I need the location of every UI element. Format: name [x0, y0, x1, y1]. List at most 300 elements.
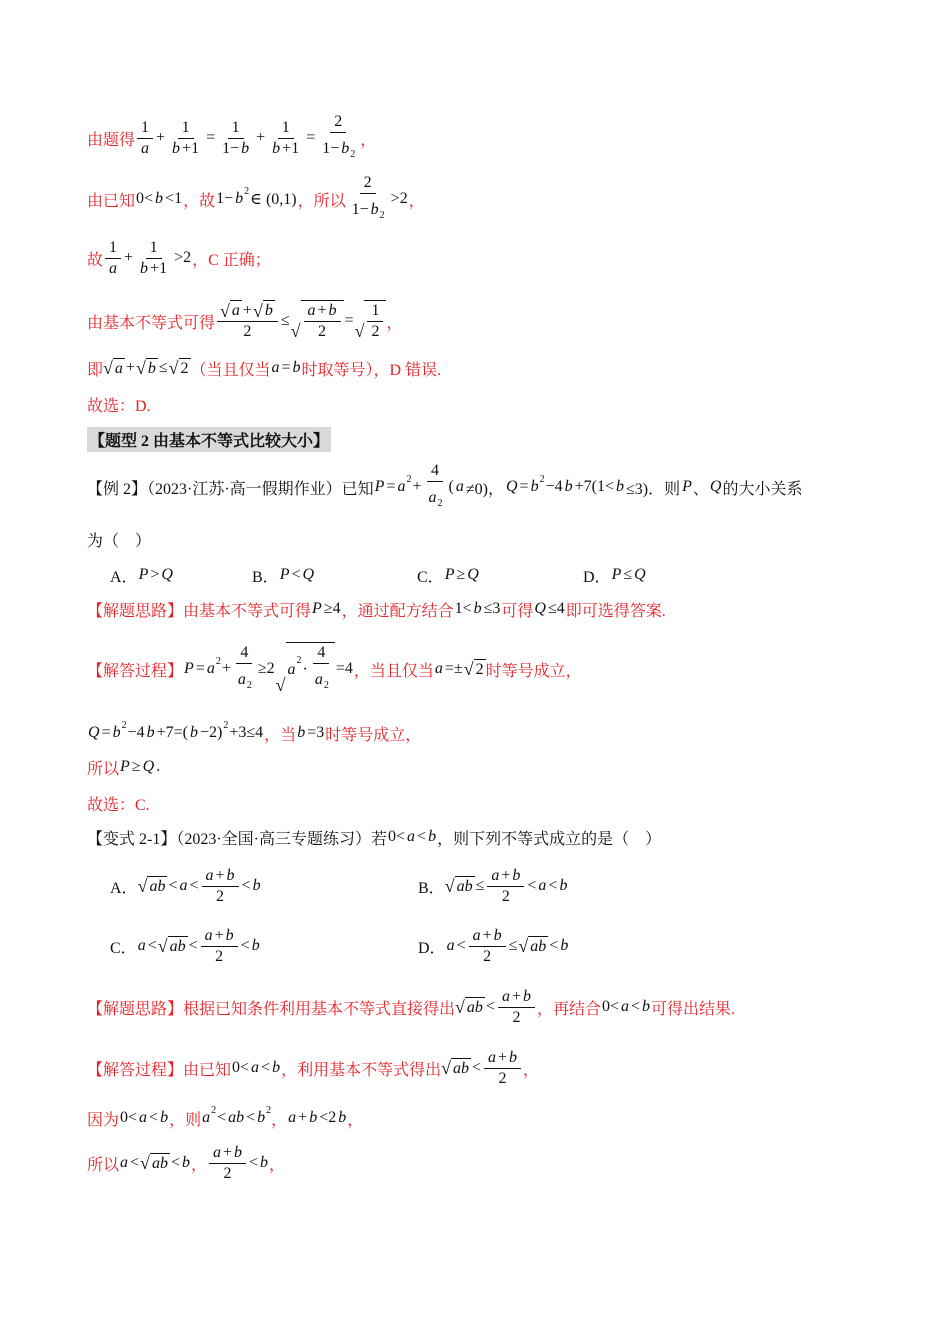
math-text: + [124, 249, 134, 266]
math-variable: P [682, 478, 692, 495]
radicand [301, 300, 344, 342]
math-text: + [511, 987, 521, 1005]
fraction [137, 118, 153, 159]
math-variable: a [501, 987, 510, 1005]
text: 【解答过程】 [87, 662, 184, 680]
radicand [286, 642, 335, 696]
numerator [228, 118, 244, 139]
denominator [168, 139, 203, 159]
superscript: 2 [437, 497, 443, 509]
superscript: 2 [215, 656, 221, 667]
math-variable: b [234, 1143, 243, 1161]
math-text: 1 [231, 118, 240, 136]
text: ， [271, 1111, 288, 1129]
math-text: + [317, 302, 327, 319]
text: ，利用基本不等式得出 [281, 1061, 442, 1079]
math-text: + [215, 866, 225, 884]
math-variable: Q [302, 566, 315, 583]
numerator [304, 301, 341, 322]
radical-sign-icon: √ [103, 357, 113, 378]
option-d [418, 921, 569, 971]
math-variable: ab [228, 1109, 245, 1126]
text: D． [583, 568, 611, 586]
math-text: 0< [601, 998, 620, 1015]
math-text: 1− [351, 200, 369, 218]
math-variable: a [488, 1048, 497, 1066]
denominator [348, 194, 388, 226]
math-text: 1− [222, 139, 240, 157]
numerator [367, 301, 383, 322]
math-text: = [101, 724, 111, 741]
fraction [425, 461, 446, 514]
math-text: ≤ [475, 877, 485, 894]
math-text: 4 [431, 461, 440, 479]
fraction [498, 987, 535, 1028]
math-variable: ab [151, 1154, 168, 1172]
math-variable: a [307, 302, 316, 319]
radical-sign-icon: √ [252, 301, 263, 321]
math-text: 1 [371, 302, 380, 319]
text: 可得 [501, 602, 534, 620]
math-variable: P [312, 600, 322, 617]
math-text: 2 [475, 660, 484, 678]
superscript: 2 [121, 720, 127, 731]
radical-sign-icon: √ [135, 357, 146, 378]
math-text: < [147, 937, 157, 954]
text: D． [418, 939, 446, 957]
math-text: < [485, 998, 495, 1015]
math-variable: b [338, 1109, 347, 1126]
math-text: < [241, 877, 251, 894]
math-variable: a [251, 1059, 260, 1076]
solution-process [87, 1043, 539, 1093]
math-text: +7=( [156, 724, 188, 741]
math-variable: a [202, 1109, 211, 1126]
math-text: . [156, 758, 161, 775]
math-variable: a [397, 478, 406, 495]
math-text: 1− [216, 190, 234, 207]
math-variable: b [160, 1109, 169, 1126]
text: B． [252, 568, 279, 586]
math-text: 0< [388, 828, 406, 845]
math-text: < [417, 828, 427, 845]
denominator [211, 947, 227, 967]
math-variable: a [179, 877, 188, 894]
solution-idea [87, 982, 735, 1032]
numerator [217, 300, 278, 322]
math-text: < [261, 1059, 271, 1076]
text: 由题得 [87, 131, 136, 149]
math-text: −2) [200, 724, 223, 741]
math-variable: b [642, 998, 651, 1015]
radicand [230, 300, 242, 321]
text: ， [190, 1156, 207, 1174]
math-variable: a [114, 359, 123, 377]
math-text: < [249, 1154, 259, 1171]
math-variable: b [235, 190, 244, 207]
solution-line [87, 1138, 285, 1188]
math-variable: P [138, 566, 149, 583]
superscript: 2 [244, 186, 250, 197]
math-text: 4 [317, 644, 326, 661]
math-text: + [412, 478, 422, 495]
math-text: + [156, 129, 166, 146]
section-heading [87, 414, 331, 464]
text: 时等号成立， [485, 662, 582, 680]
math-variable: a [491, 866, 500, 884]
math-variable: a [455, 478, 464, 495]
numerator [278, 118, 294, 139]
option-b [418, 861, 568, 911]
text: ， [269, 1156, 286, 1174]
math-text: < [130, 1154, 140, 1171]
math-text: ≤ [623, 566, 633, 583]
text: 即可选得答案. [565, 602, 666, 620]
superscript: 2 [323, 680, 329, 691]
square-root [140, 1153, 170, 1174]
math-variable: a [141, 139, 150, 157]
text: 时取等号），D 错误. [301, 361, 442, 379]
math-variable: b [146, 724, 155, 741]
math-text: ( [448, 478, 454, 495]
text: ， [386, 314, 403, 332]
denominator [498, 887, 514, 907]
numerator [202, 866, 239, 887]
radicand [146, 358, 158, 379]
radicand [364, 300, 386, 342]
superscript: 2 [539, 474, 545, 485]
denominator [425, 482, 446, 514]
math-text: 2 [483, 947, 492, 965]
text: 的大小关系 [722, 480, 803, 498]
text: 所以 [87, 1156, 120, 1174]
radical-sign-icon: √ [518, 935, 529, 956]
square-root [464, 659, 486, 680]
numerator [498, 987, 535, 1008]
math-text: >2 [390, 190, 408, 207]
math-text: 2 [334, 112, 343, 130]
math-text: · [302, 660, 308, 678]
text: （当且仅当 [190, 361, 271, 379]
math-variable: ab [456, 877, 473, 895]
math-variable: b [341, 139, 350, 157]
math-variable: b [181, 1154, 190, 1171]
math-text: =± [444, 660, 463, 677]
math-variable: Q [709, 478, 722, 495]
square-root [291, 300, 344, 342]
solution-line [87, 113, 376, 163]
math-variable: a [204, 926, 213, 944]
math-text: = [195, 660, 205, 677]
text: 【例 2】（2023·江苏·高一假期作业）已知 [87, 480, 374, 498]
math-variable: a [109, 259, 118, 277]
fraction [367, 301, 383, 342]
math-text: < [527, 877, 537, 894]
math-variable: b [251, 937, 260, 954]
radical-sign-icon: √ [444, 875, 455, 896]
math-text: +7(1< [574, 478, 614, 495]
math-text: ≤4 [547, 600, 565, 617]
numerator [178, 118, 194, 139]
denominator [367, 322, 383, 342]
math-text: ≠0)， [465, 480, 504, 498]
math-text: ≤3)．则 [625, 480, 681, 498]
math-variable: b [272, 139, 281, 157]
superscript: 2 [350, 148, 356, 160]
radicand [179, 358, 191, 379]
math-variable: Q [88, 724, 100, 741]
text: 、 [692, 480, 709, 498]
radicand [150, 1153, 170, 1174]
radicand [528, 936, 548, 957]
math-text: ≥ [456, 566, 466, 583]
math-text: = [306, 129, 316, 146]
radical-sign-icon: √ [137, 875, 148, 896]
radical-sign-icon: √ [290, 321, 301, 341]
math-variable: a [621, 998, 630, 1015]
superscript: 2 [266, 1105, 272, 1116]
text: ， [523, 1061, 540, 1079]
math-variable: P [120, 758, 130, 775]
text: ，C 正确； [192, 251, 271, 269]
math-text: < [170, 1154, 180, 1171]
fraction [218, 118, 253, 159]
math-text: 2 [498, 1069, 507, 1087]
denominator [311, 664, 332, 696]
math-variable: b [328, 302, 337, 319]
denominator [239, 322, 255, 342]
solution-line [87, 296, 402, 346]
math-text: 1 [109, 238, 118, 256]
radicand [168, 936, 188, 957]
text: ， [347, 1111, 364, 1129]
solution-line [87, 174, 425, 224]
denominator [136, 259, 171, 279]
square-root [136, 358, 158, 379]
fraction [136, 238, 171, 279]
math-variable: Q [467, 566, 479, 583]
fraction [484, 1048, 521, 1089]
math-variable: b [260, 1154, 269, 1171]
text: 因为 [87, 1111, 120, 1129]
math-variable: a [472, 926, 481, 944]
solution-idea [87, 584, 666, 634]
radical-sign-icon: √ [463, 658, 474, 679]
text: A． [110, 568, 138, 586]
math-text: + [125, 359, 135, 376]
square-root [445, 876, 475, 897]
numerator [201, 926, 238, 947]
math-text: < [149, 1109, 159, 1126]
math-text: + [256, 129, 266, 146]
math-variable: ab [169, 937, 186, 955]
math-text: +3≤4 [229, 724, 264, 741]
denominator [508, 1008, 524, 1028]
text: C． [417, 568, 444, 586]
math-variable: b [560, 937, 569, 954]
math-text: < [217, 1109, 227, 1126]
math-text: ≤ [158, 359, 168, 376]
text: ，故 [183, 192, 216, 210]
math-variable: b [225, 926, 234, 944]
fraction [168, 118, 203, 159]
denominator [212, 887, 228, 907]
solution-process [87, 644, 582, 694]
denominator [268, 139, 303, 159]
math-variable: a [538, 877, 547, 894]
superscript: 2 [223, 720, 229, 731]
math-text: + [298, 1109, 308, 1126]
option-a [110, 861, 262, 911]
square-root [276, 642, 335, 696]
radical-sign-icon: √ [157, 935, 168, 956]
math-variable: b [226, 866, 235, 884]
fraction [234, 643, 255, 696]
numerator [484, 1048, 521, 1069]
math-text: = [281, 359, 291, 376]
superscript: 2 [296, 655, 302, 666]
math-variable: b [509, 1048, 518, 1066]
math-text: ≥2 [257, 660, 275, 677]
text: ， [360, 131, 377, 149]
math-text: 2 [180, 359, 189, 377]
fraction [487, 866, 524, 907]
math-variable: b [155, 190, 164, 207]
math-text: 4 [240, 643, 249, 661]
math-variable: Q [505, 478, 518, 495]
math-variable: b [292, 359, 301, 376]
denominator [318, 133, 358, 165]
denominator [495, 1069, 511, 1089]
math-text: 2 [243, 323, 252, 340]
numerator [487, 866, 524, 887]
math-variable: ab [530, 937, 547, 955]
math-variable: b [257, 1109, 266, 1126]
math-variable: a [314, 671, 323, 688]
denominator [234, 664, 255, 696]
square-root [138, 876, 168, 897]
fraction [469, 926, 506, 967]
math-text: −4 [127, 724, 145, 741]
math-text: ≥4 [323, 600, 341, 617]
math-text: >2 [174, 249, 192, 266]
math-text: ≤ [280, 312, 290, 329]
math-variable: b [264, 302, 273, 319]
math-variable: a [205, 866, 214, 884]
fraction [105, 238, 121, 279]
math-variable: P [184, 660, 194, 677]
denominator [218, 139, 253, 159]
math-text: 2 [216, 887, 225, 905]
text: 由已知 [87, 192, 136, 210]
math-variable: Q [634, 566, 646, 583]
math-variable: P [279, 566, 290, 583]
math-text: = [386, 478, 396, 495]
math-variable: b [147, 359, 156, 377]
superscript: 2 [246, 679, 252, 691]
math-text: 2 [223, 1164, 232, 1182]
text: 所以 [87, 760, 120, 778]
radical-sign-icon: √ [455, 996, 465, 1017]
fraction [209, 1143, 246, 1184]
math-variable: a [231, 302, 240, 319]
superscript: 2 [379, 209, 385, 221]
text: 【解题思路】由基本不等式可得 [87, 602, 312, 620]
text: ， [408, 192, 425, 210]
radicand [465, 997, 485, 1018]
solution-line [87, 233, 271, 283]
math-variable: b [112, 724, 121, 741]
math-text: 1< [454, 600, 472, 617]
math-text: ≥ [131, 758, 141, 775]
math-text: < [549, 937, 559, 954]
math-variable: a [139, 1109, 148, 1126]
math-text: + [214, 926, 224, 944]
math-variable: a [206, 660, 215, 677]
square-root [158, 936, 188, 957]
numerator [360, 173, 376, 194]
text: ，通过配方结合 [341, 602, 454, 620]
math-variable: b [272, 1059, 281, 1076]
math-text: 2 [512, 1008, 521, 1026]
math-text: 1 [181, 118, 190, 136]
math-variable: a [428, 488, 437, 506]
radical-sign-icon: √ [441, 1057, 451, 1078]
math-variable: Q [142, 758, 155, 775]
math-text: 1 [149, 238, 158, 256]
square-root [518, 936, 548, 957]
math-text: 0< [232, 1059, 250, 1076]
option-c [110, 921, 261, 971]
denominator [220, 1164, 236, 1184]
math-variable: Q [161, 566, 173, 583]
text: 故选：D. [87, 397, 151, 415]
radical-sign-icon: √ [275, 675, 286, 695]
fraction [304, 301, 341, 342]
radicand [263, 300, 275, 321]
math-text: > [150, 566, 160, 583]
math-text: < [240, 937, 250, 954]
math-text: < [631, 998, 641, 1015]
math-text: +1 [282, 139, 300, 157]
square-root [220, 300, 242, 321]
fraction [311, 643, 332, 696]
denominator [314, 322, 330, 342]
fraction [217, 300, 278, 342]
math-text: < [291, 566, 301, 583]
denominator [137, 139, 153, 159]
math-variable: a [120, 1154, 129, 1171]
math-variable: a [446, 937, 455, 954]
math-variable: b [428, 828, 437, 845]
text: ，当且仅当 [353, 662, 434, 680]
math-text: + [498, 1048, 508, 1066]
math-variable: b [241, 139, 250, 157]
math-text: < [456, 937, 466, 954]
math-text: <1 [165, 190, 183, 207]
text: ，当 [264, 726, 297, 744]
text: B． [418, 879, 445, 897]
text: 【解答过程】由已知 [87, 1061, 232, 1079]
radical-sign-icon: √ [140, 1152, 150, 1173]
math-text: = [206, 129, 216, 146]
math-variable: b [559, 877, 568, 894]
numerator [137, 118, 153, 139]
math-text: = [344, 312, 354, 329]
math-text: 2 [501, 887, 510, 905]
math-variable: a [237, 670, 246, 688]
text: ，则 [169, 1111, 202, 1129]
